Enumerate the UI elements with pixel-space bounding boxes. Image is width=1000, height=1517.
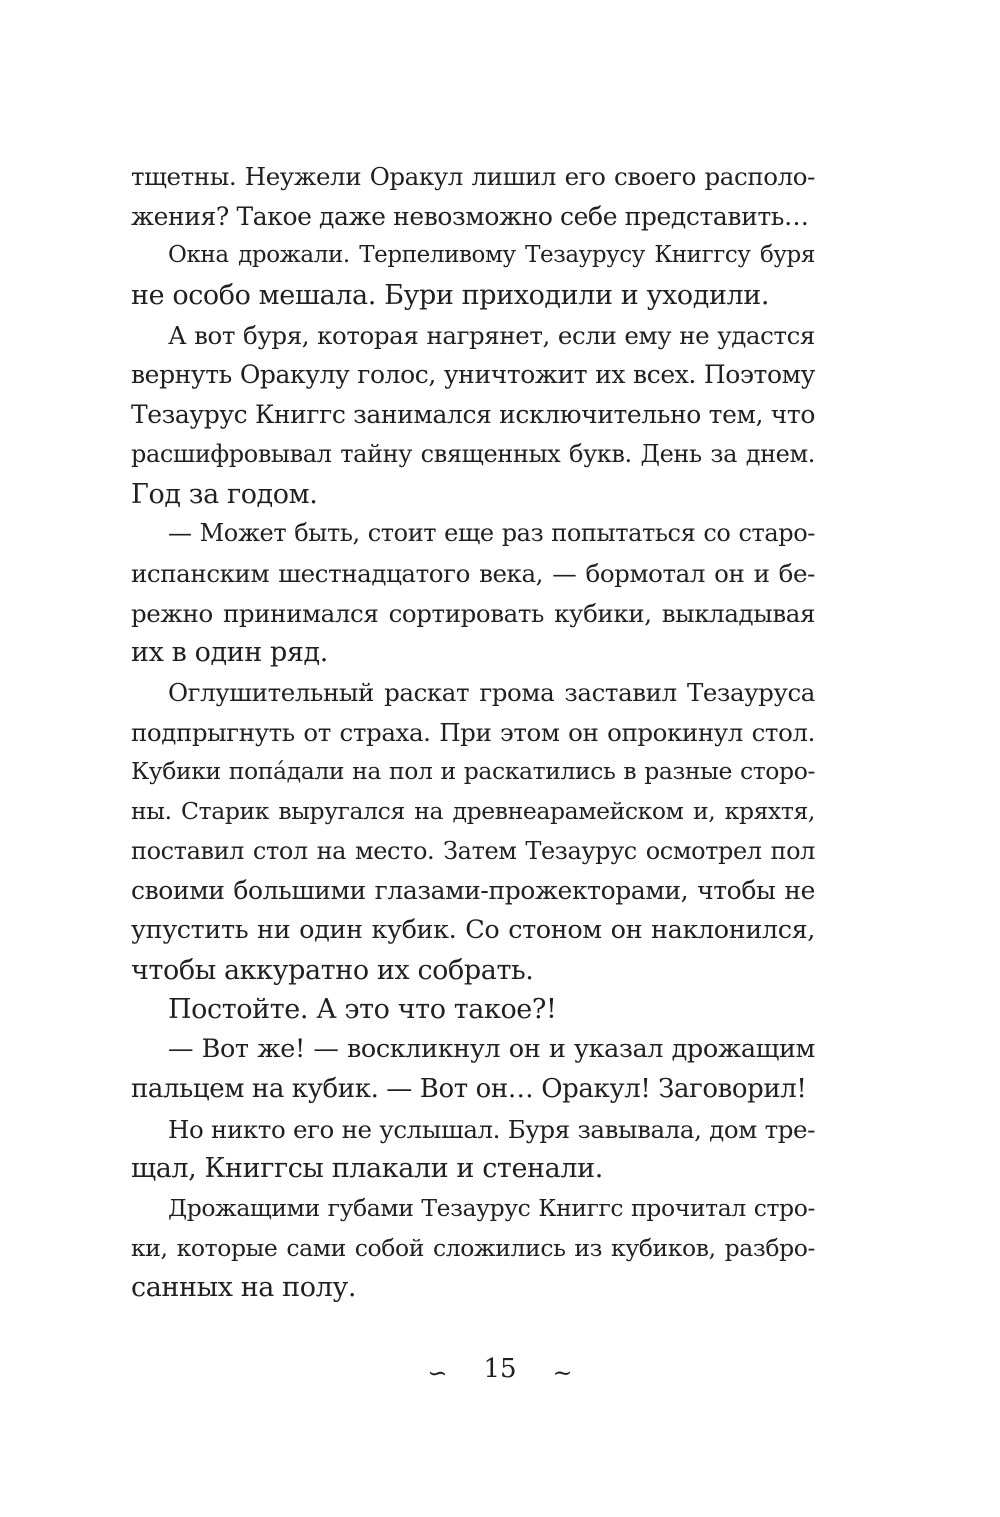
ornament-left-icon: ∽ <box>427 1359 448 1387</box>
text-line: ки, которые сами собой сложились из кубиков, разбро- <box>131 1233 815 1262</box>
text-line: Оглушительный раскат грома заставил Тезауруса <box>168 677 815 707</box>
text-line: Дрожащими губами Тезаурус Книггс прочитал стро- <box>168 1193 815 1222</box>
text-line: испанским шестнадцатого века, — бормотал он и бе- <box>131 558 815 588</box>
text-line: тщетны. Неужели Оракул лишил его своего располо- <box>131 162 815 191</box>
text-line: подпрыгнуть от страха. При этом он опрокинул стол. <box>131 717 815 747</box>
text-line: Тезаурус Книггс занимался исключительно тем, что <box>131 400 815 430</box>
text-line: Год за годом. <box>131 478 318 510</box>
text-line: Окна дрожали. Терпеливому Тезаурусу Книггсу буря <box>168 242 815 269</box>
text-line: своими большими глазами-прожекторами, чтобы не <box>131 876 815 906</box>
text-line: Но никто его не услышал. Буря завывала, дом тре- <box>168 1114 815 1144</box>
text-line: не особо мешала. Бури приходили и уходили. <box>131 280 770 312</box>
text-line: упустить ни один кубик. Со стоном он наклонился, <box>131 915 815 946</box>
text-line: — Может быть, стоит еще раз попытаться со старо- <box>168 519 815 548</box>
ornament-right-icon: ~ <box>552 1359 573 1387</box>
text-line: режно принимался сортировать кубики, выкладывая <box>131 598 815 628</box>
text-line: расшифровывал тайну священных букв. День за днем. <box>131 439 815 468</box>
text-line: поставил стол на место. Затем Тезаурус осмотрел пол <box>131 836 815 865</box>
text-line: ны. Старик выругался на древнеарамейском и, кряхтя, <box>131 797 815 825</box>
body-text <box>131 157 815 1308</box>
text-line: их в один ряд. <box>131 637 328 669</box>
text-line: санных на полу. <box>131 1272 357 1304</box>
text-line: Кубики попáдали на пол и раскатились в разные сторо- <box>131 757 815 786</box>
text-line: чтобы аккуратно их собрать. <box>131 954 534 986</box>
text-line: щал, Книггсы плакали и стенали. <box>131 1153 603 1185</box>
page-footer <box>0 1349 1000 1389</box>
text-line: жения? Такое даже невозможно себе представить… <box>131 201 809 231</box>
text-line: вернуть Оракулу голос, уничтожит их всех. Поэтому <box>131 360 815 390</box>
text-line: А вот буря, которая нагрянет, если ему не удастся <box>168 320 815 350</box>
text-line: пальцем на кубик. — Вот он… Оракул! Заговорил! <box>131 1073 807 1104</box>
page-number: 15 <box>483 1354 517 1384</box>
text-line: Постойте. А это что такое?! <box>168 994 557 1026</box>
text-line: — Вот же! — воскликнул он и указал дрожащим <box>168 1034 815 1065</box>
